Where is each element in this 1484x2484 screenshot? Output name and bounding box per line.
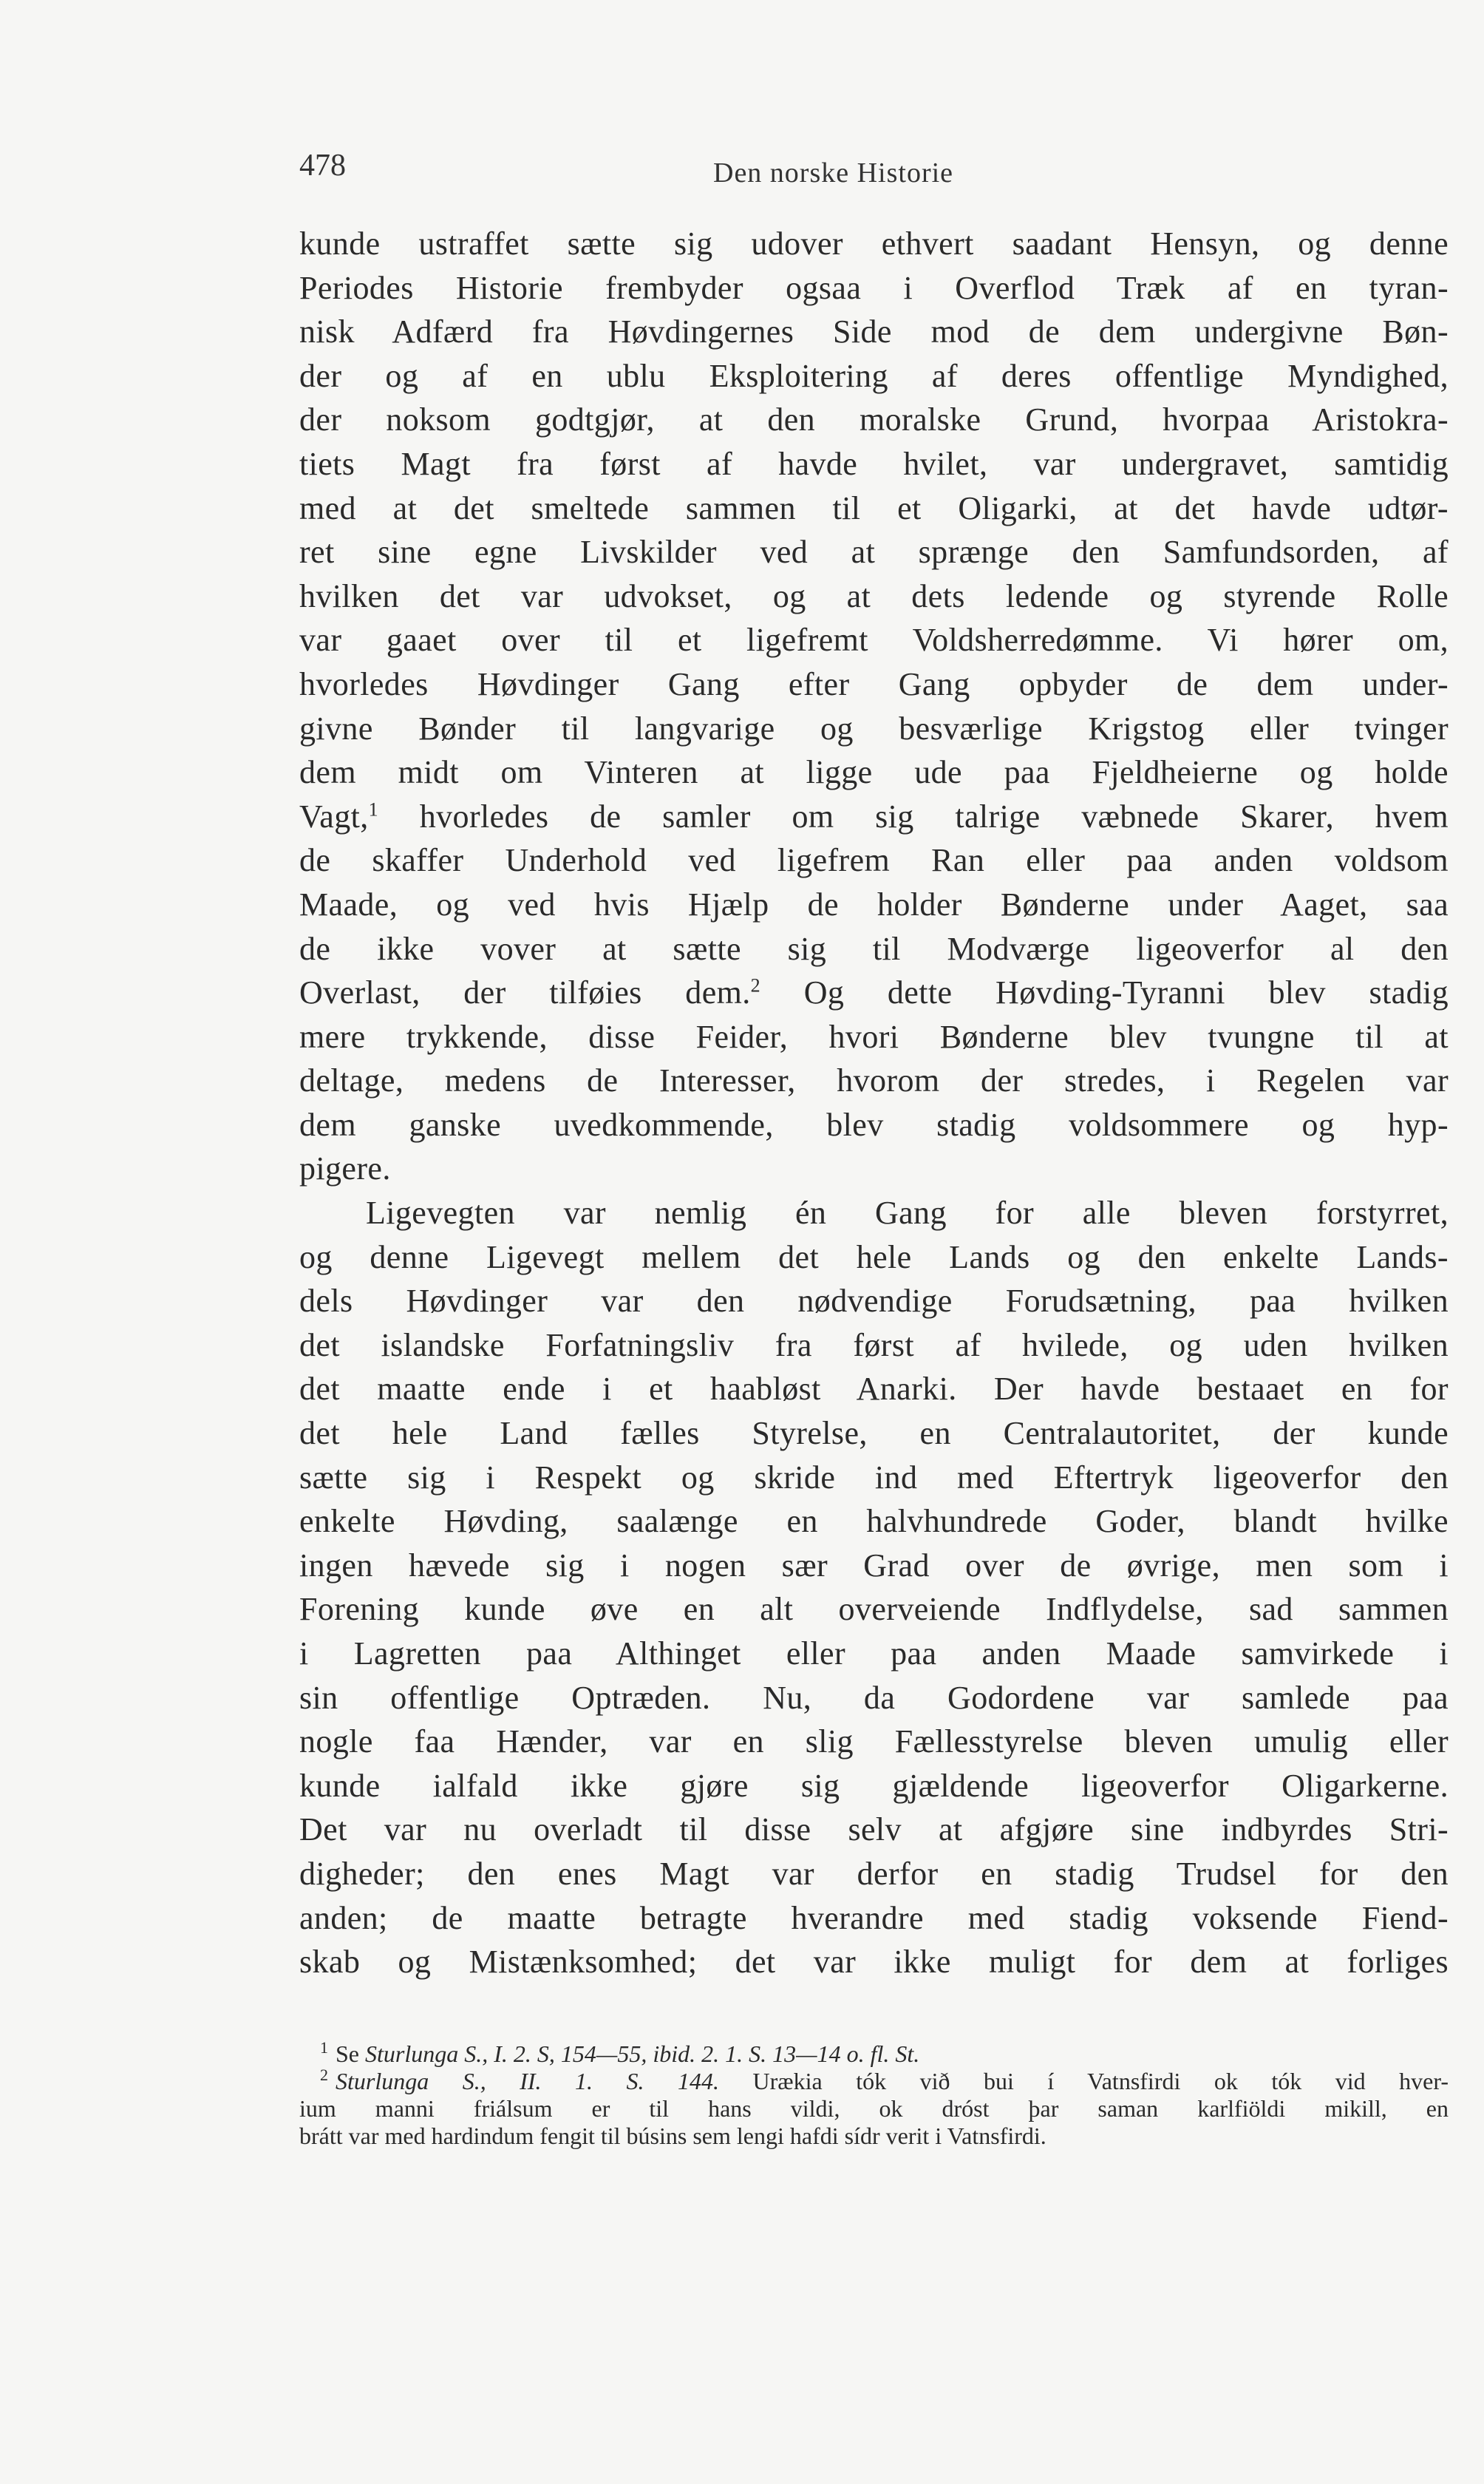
footnote-1 — [299, 2040, 1449, 2068]
text-line: tiets Magt fra først af havde hvilet, var undergravet, samtidig — [299, 445, 1449, 482]
text-line: Forening kunde øve en alt overveiende Indflydelse, sad sammen — [299, 1591, 1449, 1628]
text-line: hvilken det var udvokset, og at dets ledende og styrende Rolle — [299, 577, 1449, 614]
text-line: det maatte ende i et haabløst Anarki. Der havde bestaaet en for — [299, 1371, 1449, 1408]
text-line: ret sine egne Livskilder ved at sprænge den Samfundsorden, af — [299, 534, 1449, 571]
text-line: kunde ustraffet sætte sig udover ethvert saadant Hensyn, og denne — [299, 225, 1449, 262]
text-line: der og af en ublu Eksploitering af deres offentlige Myndighed, — [299, 357, 1449, 394]
text-line: anden; de maatte betragte hverandre med stadig voksende Fiend- — [299, 1899, 1449, 1936]
page-header — [299, 148, 1441, 200]
footnote-reference-2[interactable]: 2 — [750, 974, 761, 997]
text-line: det islandske Forfatningsliv fra først af hvilede, og uden hvilken — [299, 1326, 1449, 1363]
text-line: de skaffer Underhold ved ligefrem Ran eller paa anden voldsom — [299, 842, 1449, 879]
text-line-with-footnote — [299, 795, 1449, 839]
text-fragment: Overlast, der tilføies dem. — [299, 974, 751, 1011]
text-line: enkelte Høvding, saalænge en halvhundrede Goder, blandt hvilke — [299, 1503, 1449, 1540]
footnotes — [299, 2040, 1449, 2150]
text-line: dem midt om Vinteren at ligge ude paa Fjeldheierne og holde — [299, 754, 1449, 791]
text-line: deltage, medens de Interesser, hvorom der stredes, i Regelen var — [299, 1062, 1449, 1099]
text-line: det hele Land fælles Styrelse, en Centralautoritet, der kunde — [299, 1415, 1449, 1452]
text-fragment: hvorledes de samler om sig talrige væbnede Skarer, hvem — [419, 798, 1449, 835]
footnote-2-line: brátt var med hardindum fengit til búsins sem lengi hafdi sídr verit i Vatnsfirdi. — [299, 2122, 1046, 2149]
text-line: sætte sig i Respekt og skride ind med Eftertryk ligeoverfor den — [299, 1459, 1449, 1496]
footnote-2-line: ium manni friálsum er til hans vildi, ok dróst þar saman karlfiöldi mikill, en — [299, 2095, 1449, 2122]
text-line: ingen hævede sig i nogen sær Grad over de øvrige, men som i — [299, 1547, 1449, 1584]
text-fragment: Vagt, — [299, 798, 369, 835]
text-line: hvorledes Høvdinger Gang efter Gang opbyder de dem under- — [299, 665, 1449, 702]
footnote-text: Urækia tók við bui í Vatnsfirdi ok tók vid hver- — [719, 2068, 1449, 2094]
text-line-with-footnote — [299, 971, 1449, 1015]
text-fragment: Og dette Høvding-Tyranni blev stadig — [803, 974, 1449, 1011]
footnote-source: Sturlunga S., II. 1. S. 144. — [336, 2068, 720, 2094]
running-head: Den norske Historie — [713, 157, 954, 189]
text-line: Periodes Historie frembyder ogsaa i Overflod Træk af en tyran- — [299, 269, 1449, 306]
text-line: Det var nu overladt til disse selv at afgjøre sine indbyrdes Stri- — [299, 1811, 1449, 1848]
text-line: med at det smeltede sammen til et Oligarki, at det havde udtør- — [299, 489, 1449, 526]
body-text — [299, 222, 1449, 1984]
text-line: dels Høvdinger var den nødvendige Forudsætning, paa hvilken — [299, 1283, 1449, 1320]
text-line: og denne Ligevegt mellem det hele Lands og den enkelte Lands- — [299, 1238, 1449, 1275]
footnote-source: Sturlunga S., I. 2. S, 154—55, ibid. 2. 1. S. 13—14 o. fl. St. — [365, 2040, 920, 2067]
text-line: var gaaet over til et ligefremt Voldsherredømme. Vi hører om, — [299, 622, 1449, 659]
text-line: pigere. — [299, 1150, 391, 1187]
text-line: de ikke vover at sætte sig til Modværge ligeoverfor al den — [299, 930, 1449, 967]
text-line: digheder; den enes Magt var derfor en stadig Trudsel for den — [299, 1855, 1449, 1892]
text-line: sin offentlige Optræden. Nu, da Godordene var samlede paa — [299, 1679, 1449, 1716]
paragraph-start-line: Ligevegten var nemlig én Gang for alle bleven forstyrret, — [366, 1195, 1449, 1232]
text-line: nisk Adfærd fra Høvdingernes Side mod de dem undergivne Bøn- — [299, 313, 1449, 350]
footnote-mark: 1 — [320, 2040, 328, 2057]
text-line: Maade, og ved hvis Hjælp de holder Bønderne under Aaget, saa — [299, 886, 1449, 923]
text-line: skab og Mistænksomhed; det var ikke muligt for dem at forliges — [299, 1944, 1449, 1981]
footnote-text: Se — [336, 2040, 365, 2067]
text-line: dem ganske uvedkommende, blev stadig voldsommere og hyp- — [299, 1106, 1449, 1143]
text-line: der noksom godtgjør, at den moralske Grund, hvorpaa Aristokra- — [299, 401, 1449, 438]
text-line: givne Bønder til langvarige og besværlige Krigstog eller tvinger — [299, 710, 1449, 747]
footnote-mark: 2 — [320, 2068, 328, 2085]
page-number: 478 — [299, 149, 346, 183]
text-line: i Lagretten paa Althinget eller paa anden Maade samvirkede i — [299, 1635, 1449, 1672]
footnote-2 — [299, 2068, 1449, 2095]
text-line: kunde ialfald ikke gjøre sig gjældende ligeoverfor Oligarkerne. — [299, 1767, 1449, 1804]
text-line: mere trykkende, disse Feider, hvori Bønderne blev tvungne til at — [299, 1018, 1449, 1055]
footnote-reference-1[interactable]: 1 — [368, 798, 379, 821]
text-line: nogle faa Hænder, var en slig Fællesstyrelse bleven umulig eller — [299, 1723, 1449, 1760]
